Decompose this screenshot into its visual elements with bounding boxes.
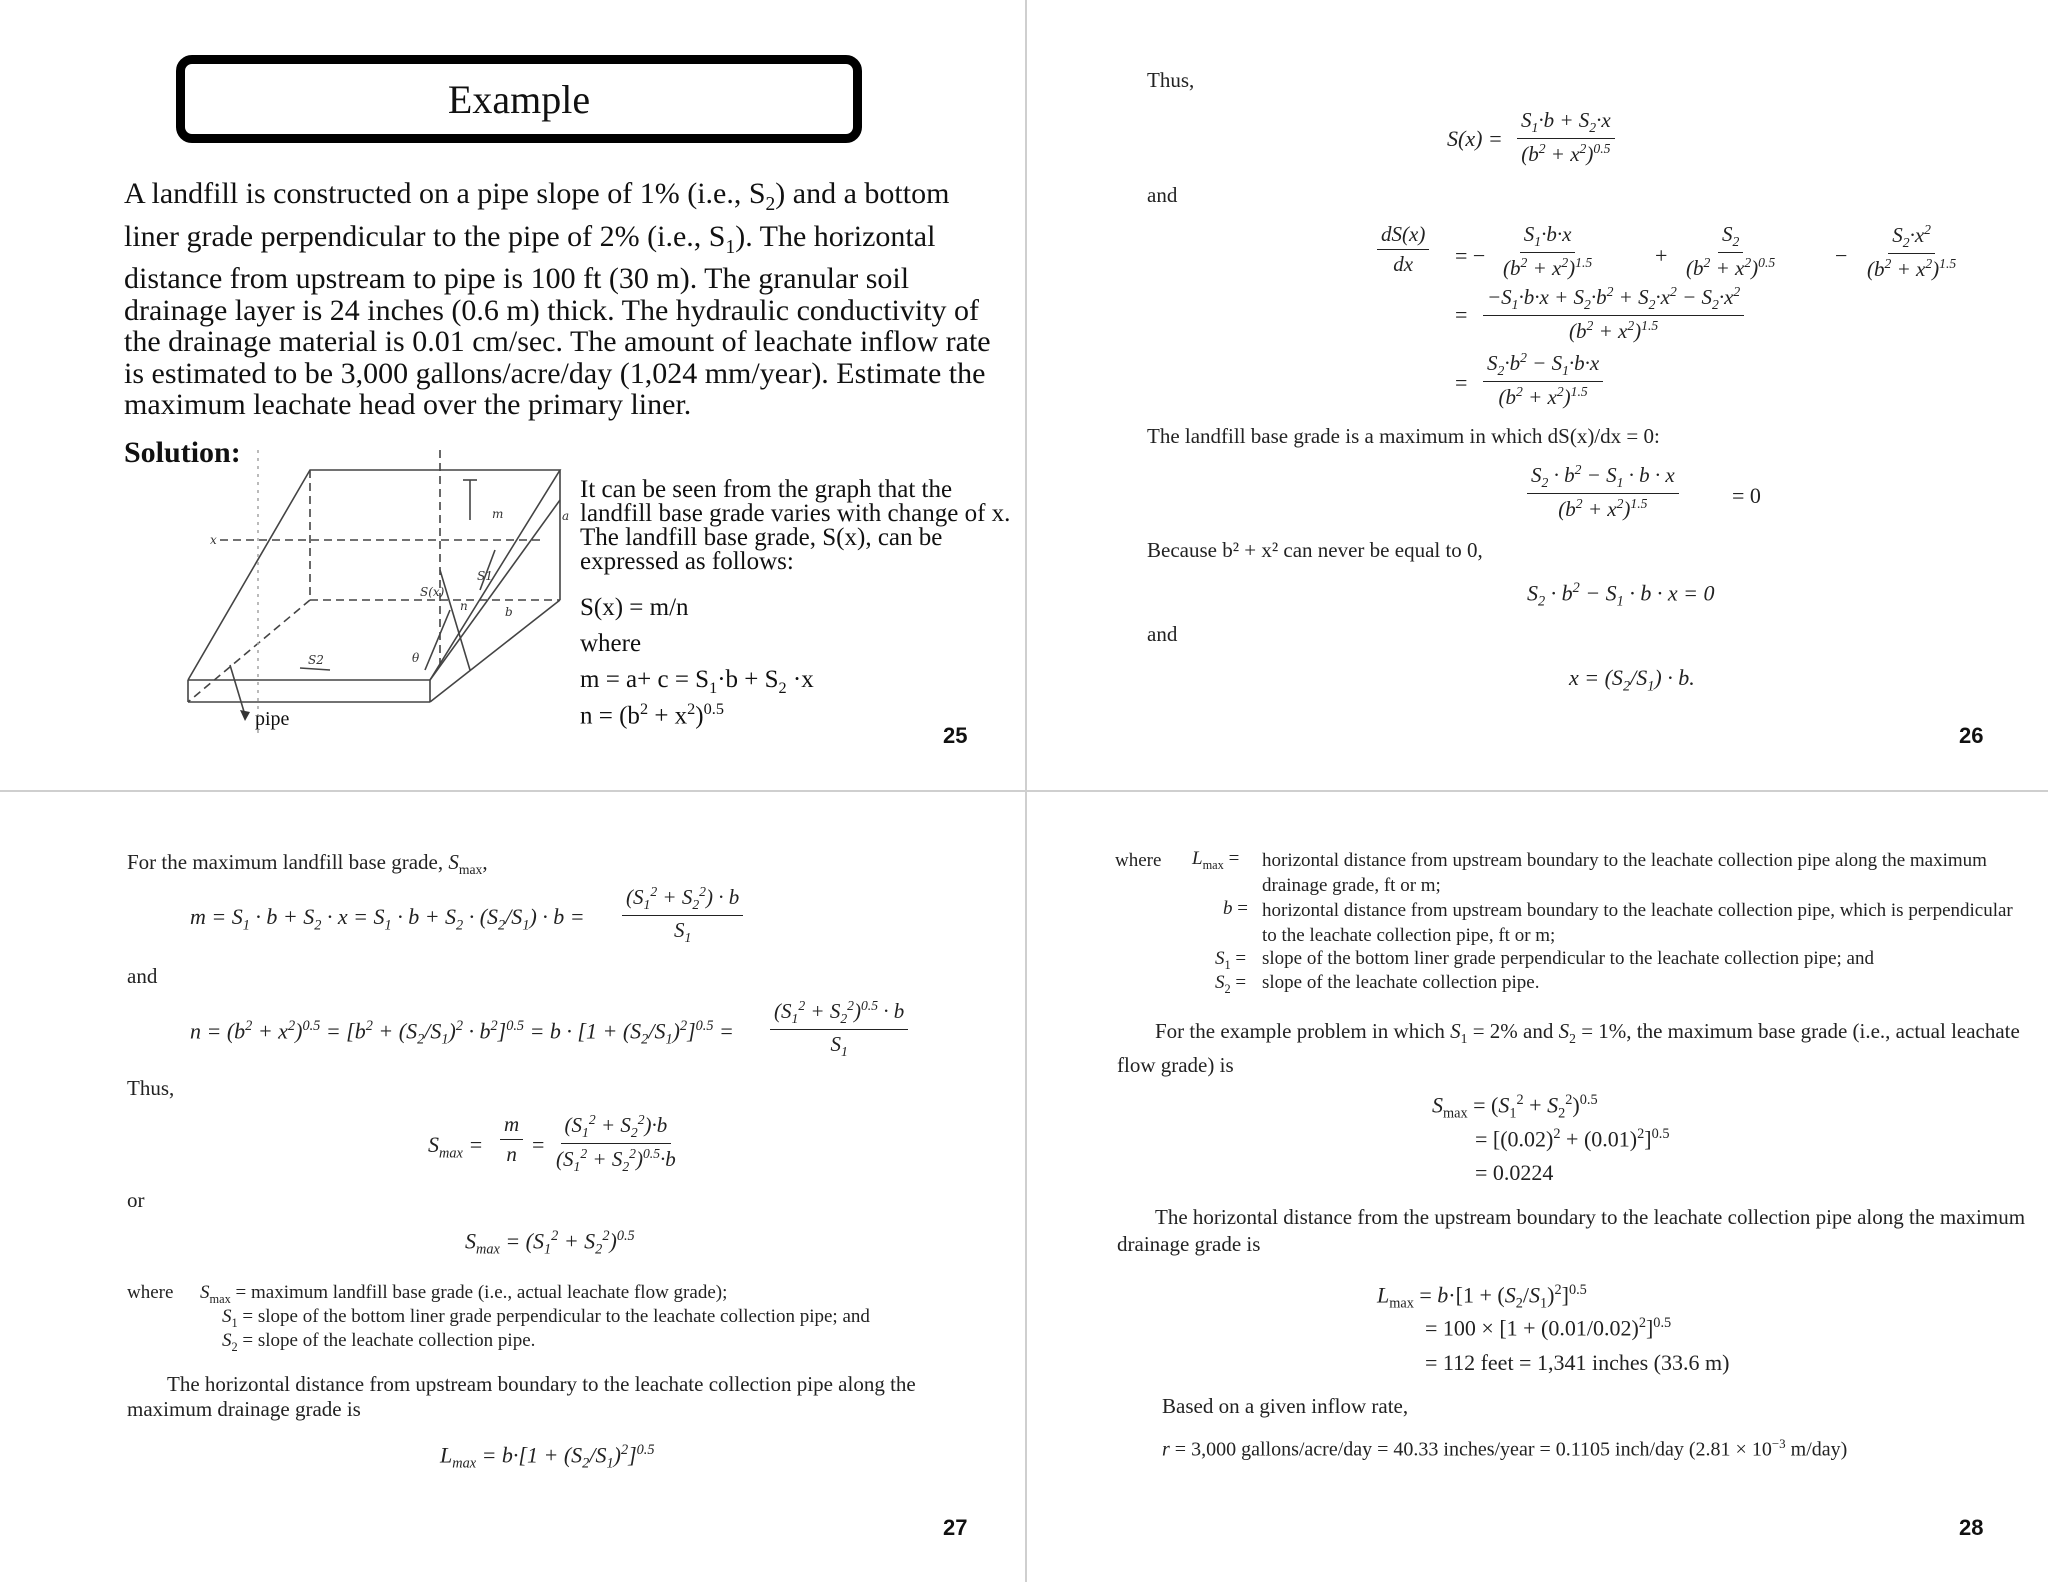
def-lmax: horizontal distance from upstream boundary to the leachate collection pipe along the maximum drainage grade, ft or m; xyxy=(1262,850,1987,896)
figure-label-m: m xyxy=(492,507,504,521)
where-label: where xyxy=(1115,850,1162,871)
sx-fraction: $\frac{S_1\cdot b + S_2\cdot x}{(b^2 + x^2)^{0.5}}$ xyxy=(1517,108,1615,167)
sx-lhs: S(x) = xyxy=(1447,126,1503,151)
pipe-label: pipe xyxy=(255,708,290,730)
equals-sign: = xyxy=(532,1132,545,1157)
n-expression: $n = (b^2 + x^2)^{0.5} = [b^2 + (S_2/S_1)^2 \cdot b^2]^{0.5} = b \cdot [1 + (S_2/S_1)^2]^{0.5}$ = xyxy=(190,1018,734,1048)
figure-label-b: b xyxy=(505,605,513,619)
s2-symbol: $S_2$ = xyxy=(1215,972,1247,996)
thus-label: Thus, xyxy=(127,1076,175,1100)
m-fraction: $\frac{(S_1^2 + S_2^2) \cdot b}{S_1}$ xyxy=(622,884,743,946)
def-s2: $S_2$ = slope of the leachate collection pipe. xyxy=(222,1330,536,1354)
equals-sign: = xyxy=(1455,302,1468,327)
def-b: horizontal distance from upstream boundary to the leachate collection pipe, which is perpendicular to the leachate collection pipe, ft or m; xyxy=(1262,900,2013,946)
solution-label: Solution: xyxy=(124,436,241,469)
def-s1: $S_1$ = slope of the bottom liner grade perpendicular to the leachate collection pipe; and xyxy=(222,1306,870,1330)
eq-x-solution: $x = (S_2/S_1) \cdot b$. xyxy=(1569,665,1695,695)
def-smax: $S_{max}$ = maximum landfill base grade (i.e., actual leachate flow grade); xyxy=(200,1282,728,1306)
plus-sign: + xyxy=(1655,243,1668,268)
based-on-text: Based on a given inflow rate, xyxy=(1162,1394,1409,1418)
and-label: and xyxy=(127,964,158,988)
figure-label-a: a xyxy=(562,509,570,523)
or-label: or xyxy=(127,1188,145,1212)
landfill-geometry-figure xyxy=(180,440,580,740)
lmax-line-2: = $100 \times [1 + (0.01/0.02)^2]^{0.5}$ xyxy=(1425,1315,1672,1341)
page-number: 25 xyxy=(943,723,968,748)
thus-label: Thus, xyxy=(1147,68,1195,92)
m-over-n: $\frac{m}{n}$ xyxy=(500,1112,523,1167)
dsdx-combined: $\frac{-S_1\cdot b\cdot x + S_2\cdot b^2 + S_2\cdot x^2 - S_2\cdot x^2}{(b^2 + x^2)^{1.5}}$ xyxy=(1483,284,1744,344)
max-condition-text: The landfill base grade is a maximum in which dS(x)/dx = 0: xyxy=(1147,424,1660,448)
and-label: and xyxy=(1147,183,1178,207)
slide-28 xyxy=(1027,792,2048,1582)
formula-sx: S(x) = m/n xyxy=(580,594,689,621)
slide-26 xyxy=(1027,0,2048,790)
s1-symbol: $S_1$ = xyxy=(1215,948,1247,972)
smax-line-2: = $[(0.02)^2 + (0.01)^2]^{0.5}$ xyxy=(1475,1126,1670,1152)
where-label: where xyxy=(127,1282,174,1303)
smax-line-1: $S_{max} = (S_1^2 + S_2^2)^{0.5}$ xyxy=(1432,1092,1598,1122)
smax-result: $S_{max} = (S_1^2 + S_2^2)^{0.5}$ xyxy=(465,1228,635,1258)
b-symbol: b = xyxy=(1223,898,1248,919)
m-expression: $m = S_1 \cdot b + S_2 \cdot x = S_1 \cdot b + S_2 \cdot (S_2/S_1) \cdot b$ = xyxy=(190,904,585,934)
horizontal-distance-text: The horizontal distance from the upstream boundary to the leachate collection pipe along the maximum drainage grade is xyxy=(1117,1205,2026,1256)
figure-label-x: x xyxy=(210,533,217,547)
eq-zero-line: $S_2 \cdot b^2 - S_1 \cdot b \cdot x = 0$ xyxy=(1527,580,1715,610)
minus-sign: − xyxy=(1835,243,1848,268)
page-number: 27 xyxy=(943,1515,968,1540)
intro-text: For the maximum landfill base grade, $S_{max}$, xyxy=(127,850,488,878)
dsdx-lhs: $\frac{dS(x)}{dx}$ xyxy=(1377,222,1429,277)
zero-condition-fraction: $\frac{S_2 \cdot b^2 - S_1 \cdot b \cdot x}{(b^2 + x^2)^{1.5}}$ xyxy=(1527,462,1679,522)
smax-fraction: $\frac{(S_1^2 + S_2^2)\cdot b}{(S_1^2 + S_2^2)^{0.5}\cdot b}$ xyxy=(556,1112,676,1175)
and-label: and xyxy=(1147,622,1178,646)
dsdx-term2: $\frac{S_2}{(b^2 + x^2)^{0.5}}$ xyxy=(1686,222,1776,281)
slide-27 xyxy=(0,792,1025,1582)
graph-explanation: It can be seen from the graph that the landfill base grade varies with change of x. The landfill base grade, S(x), can be expressed as follows: xyxy=(580,476,1011,575)
dsdx-eq-minus: = − xyxy=(1455,243,1486,268)
lmax-symbol: $L_{max}$ = xyxy=(1192,848,1240,872)
figure-label-n: n xyxy=(460,599,468,613)
figure-label-s2: S2 xyxy=(308,653,324,667)
figure-label-sx: S(x) xyxy=(420,585,445,599)
equals-zero: = 0 xyxy=(1732,483,1761,508)
lmax-line-1: $L_{max} = b\cdot[1 + (S_2/S_1)^2]^{0.5}$ xyxy=(1377,1282,1587,1312)
because-text: Because b² + x² can never be equal to 0, xyxy=(1147,538,1483,562)
page-number: 28 xyxy=(1959,1515,1984,1540)
smax-line-3: = 0.0224 xyxy=(1475,1160,1554,1185)
page-number: 26 xyxy=(1959,723,1984,748)
smax-lhs: $S_{max}$ = xyxy=(428,1132,484,1162)
where-label: where xyxy=(580,630,642,657)
dsdx-term1: $\frac{S_1\cdot b\cdot x}{(b^2 + x^2)^{1.5}}$ xyxy=(1503,222,1593,281)
n-fraction: $\frac{(S_1^2 + S_2^2)^{0.5} \cdot b}{S_1}$ xyxy=(770,998,908,1060)
horizontal-distance-text: The horizontal distance from upstream boundary to the leachate collection pipe along the maximum drainage grade is xyxy=(127,1372,916,1421)
formula-n: $n = (b^2 + x^2)^{0.5}$ xyxy=(580,700,724,730)
figure-label-theta: θ xyxy=(412,651,420,665)
def-s1: slope of the bottom liner grade perpendicular to the leachate collection pipe; and xyxy=(1262,948,1874,969)
slide-title: Example xyxy=(176,55,862,143)
lmax-formula: $L_{max} = b\cdot[1 + (S_2/S_1)^2]^{0.5}$ xyxy=(440,1442,655,1472)
dsdx-simplified: $\frac{S_2\cdot b^2 - S_1\cdot b\cdot x}{(b^2 + x^2)^{1.5}}$ xyxy=(1483,350,1603,410)
slide-25 xyxy=(0,0,1025,790)
dsdx-term3: $\frac{S_2\cdot x^2}{(b^2 + x^2)^{1.5}}$ xyxy=(1867,222,1957,282)
formula-m: $m = a+ c = S_1\cdot b + S_2 \cdot x$ xyxy=(580,666,814,697)
def-s2: slope of the leachate collection pipe. xyxy=(1262,972,1540,993)
problem-statement: A landfill is constructed on a pipe slope of 1% (i.e., $S_2$) and a bottom liner grade perpendicular to the pipe of 2% (i.e., $S_1$). The horizontal distance from upstream to pipe is 100 ft (30 m). The granular soil drainage layer is 24 inches (0.6 m) thick. The hydraulic conductivity of the drainage material is 0.01 cm/sec. The amount of leachate inflow rate is estimated to be 3,000 gallons/acre/day (1,024 mm/year). Estimate the maximum leachate head over the primary liner. xyxy=(124,177,991,421)
inflow-rate-line: r = 3,000 gallons/acre/day = 40.33 inches/year = 0.1105 inch/day ($2.81 \times 10^{-3}$ m/day) xyxy=(1162,1436,1848,1461)
lmax-line-3: = 112 feet = 1,341 inches (33.6 m) xyxy=(1425,1350,1730,1375)
equals-sign: = xyxy=(1455,370,1468,395)
figure-label-s1: S1 xyxy=(477,569,493,583)
example-text: For the example problem in which $S_1 = 2\%$ and $S_2 = 1\%$, the maximum base grade (i.e., actual leachate flow grade) is xyxy=(1117,1019,2020,1078)
